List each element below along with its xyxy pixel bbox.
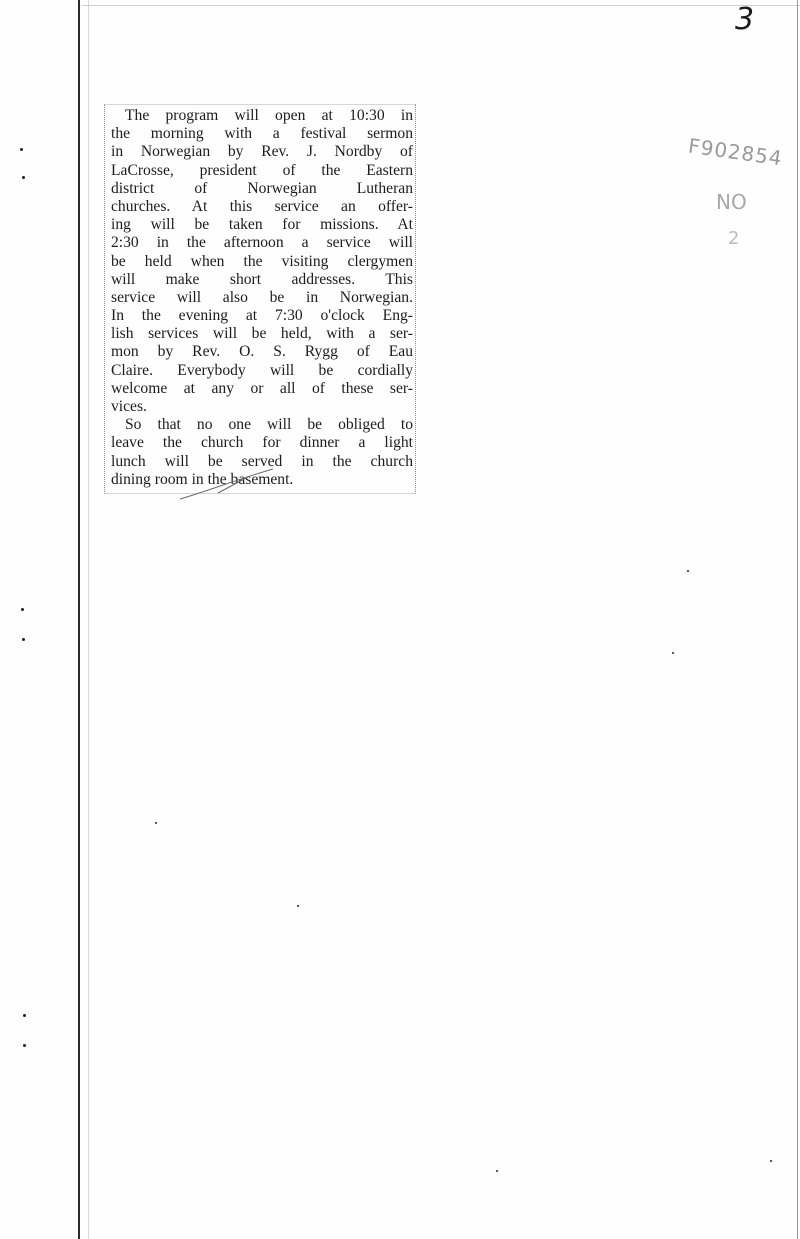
dust-speck bbox=[155, 822, 157, 824]
clipping-line: district of Norwegian Lutheran bbox=[111, 179, 413, 197]
binding-speck bbox=[22, 176, 25, 179]
dust-speck bbox=[496, 1170, 498, 1172]
accession-mark: F902854 bbox=[686, 133, 785, 171]
clipping-line: leave the church for dinner a light bbox=[111, 434, 413, 452]
clipping-line: the morning with a festival sermon bbox=[111, 125, 413, 143]
clipping-line: welcome at any or all of these ser- bbox=[111, 379, 413, 397]
binding-speck bbox=[21, 608, 24, 611]
clipping-line: mon by Rev. O. S. Rygg of Eau bbox=[111, 343, 413, 361]
page-right-edge bbox=[797, 0, 798, 1239]
clipping-line: So that no one will be obliged to bbox=[125, 416, 413, 434]
pencil-scribble bbox=[178, 465, 298, 505]
page-number: 3 bbox=[735, 2, 755, 37]
page-top-edge bbox=[82, 5, 800, 6]
clipping-paragraph bbox=[111, 107, 413, 416]
dust-speck bbox=[687, 570, 689, 572]
binding-speck bbox=[22, 638, 25, 641]
clipping-line: ing will be taken for missions. At bbox=[111, 216, 413, 234]
clipping-line: be held when the visiting clergymen bbox=[111, 252, 413, 270]
clipping-line: lunch will be served in the church bbox=[111, 452, 413, 470]
page-inner-edge bbox=[88, 0, 89, 1239]
clipping-line: lish services will be held, with a ser- bbox=[111, 325, 413, 343]
clipping-line: churches. At this service an offer- bbox=[111, 197, 413, 215]
clipping-line: In the evening at 7:30 o'clock Eng- bbox=[111, 307, 413, 325]
binding-speck bbox=[23, 1014, 26, 1017]
clipping-line: Claire. Everybody will be cordially bbox=[111, 361, 413, 379]
clipping-line: vices. bbox=[111, 398, 147, 415]
clipping-line: 2:30 in the afternoon a service will bbox=[111, 234, 413, 252]
dust-speck bbox=[297, 905, 299, 907]
clipping-line: LaCrosse, president of the Eastern bbox=[111, 161, 413, 179]
pencil-mark-no: NO bbox=[716, 190, 747, 214]
pencil-mark-number: 2 bbox=[728, 228, 740, 249]
binding-edge-line bbox=[78, 0, 80, 1239]
clipping-line: will make short addresses. This bbox=[111, 270, 413, 288]
clipping-line: dining room in the basement. bbox=[111, 470, 294, 488]
binding-speck bbox=[23, 1044, 26, 1047]
dust-speck bbox=[770, 1160, 772, 1162]
clipping-line: service will also be in Norwegian. bbox=[111, 288, 413, 306]
newspaper-clipping bbox=[104, 104, 416, 494]
clipping-line: The program will open at 10:30 in bbox=[125, 107, 413, 124]
binding-speck bbox=[20, 148, 23, 151]
dust-speck bbox=[672, 652, 674, 654]
clipping-line: in Norwegian by Rev. J. Nordby of bbox=[111, 143, 413, 161]
